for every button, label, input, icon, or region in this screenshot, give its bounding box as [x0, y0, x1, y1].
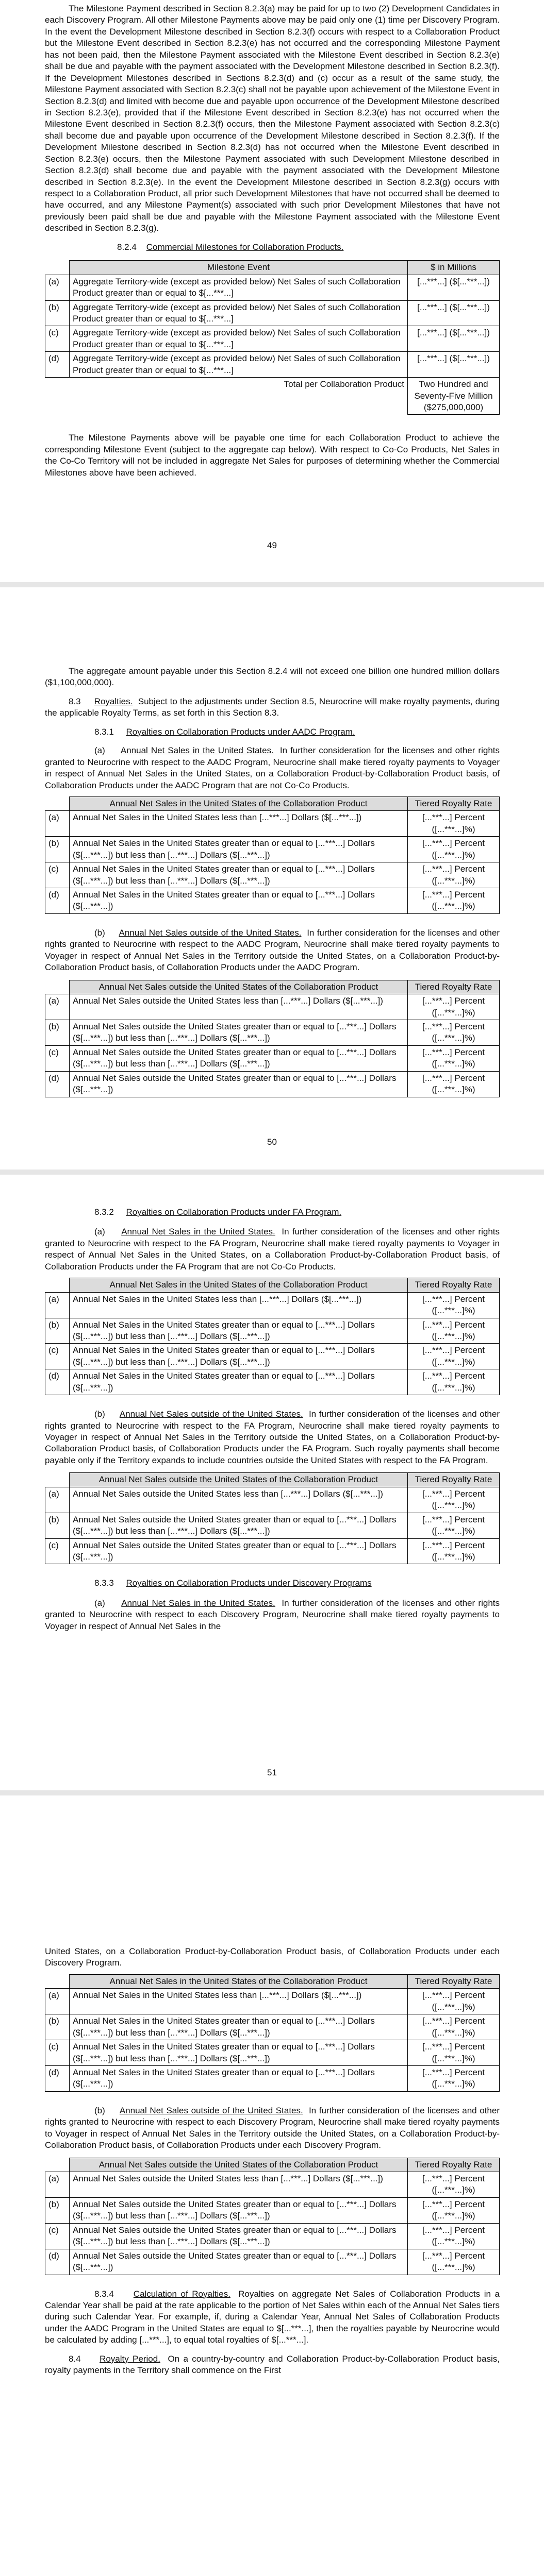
section-8-3: 8.3 Royalties. Subject to the adjustments under Section 8.5, Neurocrine will make royalty payments, during the applicable Royalty Terms, as set forth in this Section 8.3.: [45, 696, 500, 718]
table-row: (a) Annual Net Sales in the United States less than [...***...] Dollars ($[...***...]) [...***...] Percent ([...***...]%): [45, 811, 500, 837]
table-total-row: Total per Collaboration Product Two Hundred and Seventy-Five Million ($275,000,000): [45, 378, 500, 415]
table-row: (b) Annual Net Sales outside the United States greater than or equal to [...***...] Dollars ($[...***...]) but less than [...***...] Dollars ($[...***...]) [...***...] Percent ([...***...]%): [45, 1020, 500, 1045]
document-page-51: [0, 1175, 544, 1790]
fa-ex-us-paragraph: (b) Annual Net Sales outside of the United States. In further consideration of the licenses and other rights granted to Neurocrine with respect to the FA Program, Neurocrine shall make tiered royalty payments to Voyager in respect of Annual Net Sales in the Territory outside the United States, on a Collaboration Product-by-Collaboration Product basis, of Collaboration Products under the FA Program. Such royalty payments shall become payable only if the Territory expands to include countries outside the United States with respect to the FA Program.: [45, 1409, 500, 1465]
table-row: (c) Aggregate Territory-wide (except as provided below) Net Sales of such Collaboration Product greater than or equal to $[...***...] [...***...] ($[...***...]): [45, 326, 500, 352]
section-heading-8-3-3: 8.3.3 Royalties on Collaboration Products under Discovery Programs: [94, 1578, 372, 1588]
milestone-after-paragraph: The Milestone Payments above will be payable one time for each Collaboration Product to achieve the corresponding Milestone Event (subject to the aggregate cap below). With respect to Co-Co Products, Net Sales in the Co-Co Territory will not be included in aggregate Net Sales for purposes of determining whether the Commercial Milestones above have been achieved.: [45, 433, 500, 478]
table-row: (b) Annual Net Sales in the United States greater than or equal to [...***...] Dollars ($[...***...]) but less than [...***...] Dollars ($[...***...]) [...***...] Percent ([...***...]%): [45, 1318, 500, 1344]
table-row: (d) Annual Net Sales in the United States greater than or equal to [...***...] Dollars ($[...***...]) [...***...] Percent ([...***...]%): [45, 1369, 500, 1395]
table-row: (b) Annual Net Sales in the United States greater than or equal to [...***...] Dollars ($[...***...]) but less than [...***...] Dollars ($[...***...]) [...***...] Percent ([...***...]%): [45, 837, 500, 862]
discovery-us-royalty-table: Annual Net Sales in the United States of the Collaboration Product Tiered Royalty Rate (a) Annual Net Sales in the United States less than [...***...] Dollars ($[...***...]) [...***...] Percent ([...***...]%) (b) Annual Net Sales in the United States greater than or equal to [...***...] Dollars ($[...***...]) but less than [...***...] Dollars ($[...***...]) [...***...] Percent ([...***...]%) (c) Annual Net Sales in the United States greater than or equal to [...***...] Dollars ($[...***...]) but less than [...***...] Dollars ($[...***...]) [...***...] Percent ([...***...]%) (d) Annual Net Sales in the United States greater than or equal to [...***...] Dollars ($[...***...]) [...***...] Percent ([...***...]%): [45, 1974, 500, 2092]
document-page-50: [0, 587, 544, 1170]
discovery-ex-us-paragraph: (b) Annual Net Sales outside of the United States. In further consideration of the licenses and other rights granted to Neurocrine with respect to each Discovery Program, Neurocrine shall make tiered royalty payments to Voyager in respect of Annual Net Sales in the Territory outside the United States, on a Collaboration Product-by-Collaboration Product basis, of Collaboration Products under each Discovery Program.: [45, 2105, 500, 2150]
commercial-milestones-table: [45, 260, 500, 415]
page-number: 49: [267, 540, 277, 550]
discovery-us-continued: United States, on a Collaboration Product-by-Collaboration Product basis, of Collaboration Products under each Discovery Program.: [45, 1946, 500, 1968]
table-row: (a) Annual Net Sales outside the United States less than [...***...] Dollars ($[...***...]) [...***...] Percent ([...***...]%): [45, 994, 500, 1020]
table-row: (a) Aggregate Territory-wide (except as provided below) Net Sales of such Collaboration Product greater than or equal to $[...***...] [...***...] ($[...***...]): [45, 275, 500, 300]
royalty-period-paragraph: 8.4 Royalty Period. On a country-by-country and Collaboration Product-by-Collaboration Product basis, royalty payments in the Territory shall commence on the First: [45, 2353, 500, 2376]
aadc-ex-us-royalty-table: Annual Net Sales outside the United States of the Collaboration Product Tiered Royalty Rate (a) Annual Net Sales outside the United States less than [...***...] Dollars ($[...***...]) [...***...] Percent ([...***...]%) (b) Annual Net Sales outside the United States greater than or equal to [...***...] Dollars ($[...***...]) but less than [...***...] Dollars ($[...***...]) [...***...] Percent ([...***...]%) (c) Annual Net Sales outside the United States greater than or equal to [...***...] Dollars ($[...***...]) but less than [...***...] Dollars ($[...***...]) [...***...] Percent ([...***...]%) (d) Annual Net Sales outside the United States greater than or equal to [...***...] Dollars ($[...***...]) [...***...] Percent ([...***...]%): [45, 980, 500, 1097]
table-row: (c) Annual Net Sales outside the United States greater than or equal to [...***...] Dollars ($[...***...]) [...***...] Percent ([...***...]%): [45, 1538, 500, 1564]
section-heading-8-2-4: 8.2.4 Commercial Milestones for Collaboration Products.: [117, 242, 344, 252]
table-row: (a) Annual Net Sales outside the United States less than [...***...] Dollars ($[...***...]) [...***...] Percent ([...***...]%): [45, 2172, 500, 2198]
table-row: (b) Annual Net Sales outside the United States greater than or equal to [...***...] Dollars ($[...***...]) but less than [...***...] Dollars ($[...***...]) [...***...] Percent ([...***...]%): [45, 1513, 500, 1538]
table-row: (c) Annual Net Sales in the United States greater than or equal to [...***...] Dollars ($[...***...]) but less than [...***...] Dollars ($[...***...]) [...***...] Percent ([...***...]%): [45, 2040, 500, 2066]
table-row: (a) Annual Net Sales in the United States less than [...***...] Dollars ($[...***...]) [...***...] Percent ([...***...]%): [45, 1989, 500, 2014]
table-row: (d) Annual Net Sales in the United States greater than or equal to [...***...] Dollars ($[...***...]) [...***...] Percent ([...***...]%): [45, 2065, 500, 2091]
document-page-49: [0, 0, 544, 582]
aadc-us-royalty-table: Annual Net Sales in the United States of the Collaboration Product Tiered Royalty Rate (a) Annual Net Sales in the United States less than [...***...] Dollars ($[...***...]) [...***...] Percent ([...***...]%) (b) Annual Net Sales in the United States greater than or equal to [...***...] Dollars ($[...***...]) but less than [...***...] Dollars ($[...***...]) [...***...] Percent ([...***...]%) (c) Annual Net Sales in the United States greater than or equal to [...***...] Dollars ($[...***...]) but less than [...***...] Dollars ($[...***...]) [...***...] Percent ([...***...]%) (d) Annual Net Sales in the United States greater than or equal to [...***...] Dollars ($[...***...]) [...***...] Percent ([...***...]%): [45, 796, 500, 914]
section-heading-8-3-2: 8.3.2 Royalties on Collaboration Products under FA Program.: [94, 1207, 342, 1217]
aadc-ex-us-paragraph: (b) Annual Net Sales outside of the United States. In further consideration for the licenses and other rights granted to Neurocrine with respect to the AADC Program, Neurocrine shall make tiered royalty payments to Voyager in respect of Annual Net Sales in the Territory outside the United States, on a Collaboration Product-by-Collaboration Product basis, of Collaboration Products under the AADC Program.: [45, 927, 500, 973]
document-page-52: [0, 1795, 544, 2576]
fa-us-paragraph: (a) Annual Net Sales in the United States. In further consideration of the licenses and other rights granted to Neurocrine with respect to the FA Program, Neurocrine shall make tiered royalty payments to Voyager in respect of Annual Net Sales in the United States, on a Collaboration Product-by-Collaboration Product basis, of Collaboration Products under the FA Program that are not Co-Co Products.: [45, 1227, 500, 1272]
table-row: (b) Aggregate Territory-wide (except as provided below) Net Sales of such Collaboration Product greater than or equal to $[...***...] [...***...] ($[...***...]): [45, 300, 500, 326]
table-row: (b) Annual Net Sales in the United States greater than or equal to [...***...] Dollars ($[...***...]) but less than [...***...] Dollars ($[...***...]) [...***...] Percent ([...***...]%): [45, 2014, 500, 2040]
fa-ex-us-royalty-table: Annual Net Sales outside the United States of the Collaboration Product Tiered Royalty Rate (a) Annual Net Sales outside the United States less than [...***...] Dollars ($[...***...]) [...***...] Percent ([...***...]%) (b) Annual Net Sales outside the United States greater than or equal to [...***...] Dollars ($[...***...]) but less than [...***...] Dollars ($[...***...]) [...***...] Percent ([...***...]%) (c) Annual Net Sales outside the United States greater than or equal to [...***...] Dollars ($[...***...]) [...***...] Percent ([...***...]%): [45, 1472, 500, 1564]
table-row: (c) Annual Net Sales in the United States greater than or equal to [...***...] Dollars ($[...***...]) but less than [...***...] Dollars ($[...***...]) [...***...] Percent ([...***...]%): [45, 1344, 500, 1369]
table-row: (b) Annual Net Sales outside the United States greater than or equal to [...***...] Dollars ($[...***...]) but less than [...***...] Dollars ($[...***...]) [...***...] Percent ([...***...]%): [45, 2197, 500, 2223]
calculation-of-royalties-paragraph: 8.3.4 Calculation of Royalties. Royalties on aggregate Net Sales of Collaboration Products in a Calendar Year shall be paid at the rate applicable to the portion of Net Sales within each of the Annual Net Sales tiers during such Calendar Year. For example, if, during a Calendar Year, Annual Net Sales of Collaboration Products under the AADC Program in the United States are equal to $[...***...], then the royalties payable by Neurocrine would be calculated by adding [...***...], to equal total royalties of $[...***...].: [45, 2289, 500, 2345]
table-row: (c) Annual Net Sales outside the United States greater than or equal to [...***...] Dollars ($[...***...]) but less than [...***...] Dollars ($[...***...]) [...***...] Percent ([...***...]%): [45, 2223, 500, 2249]
table-row: (c) Annual Net Sales in the United States greater than or equal to [...***...] Dollars ($[...***...]) but less than [...***...] Dollars ($[...***...]) [...***...] Percent ([...***...]%): [45, 862, 500, 888]
milestone-payment-paragraph: The Milestone Payment described in Section 8.2.3(a) may be paid for up to two (2) Development Candidates in each Discovery Program. All other Milestone Payments above may be paid only one (1) time per Discovery Program. In the event the Development Milestone described in Section 8.2.3(f) occurs with respect to a Collaboration Product but the Milestone Event described in Section 8.2.3(e) has not occurred and the corresponding Milestone Payment has not been paid, then the Milestone Payment associated with the Milestone Event described in Section 8.2.3(e) shall be due and payable with the payment associated with the Development Milestone described in Section 8.2.3(f). If the Development Milestones described in Sections 8.2.3(d) and (c) occur as a result of the same study, the Milestone Payment associated with Section 8.2.3(c) shall not be payable upon achievement of the Milestone Event in Section 8.2.3(d) and limited with become due and payable upon occurrence of the Development Milestone described in Section 8.2.3(e), provided that if the Milestone Event described in Section 8.2.3(e) has not occurred when the Milestone Event described in Section 8.2.3(f) occurs, then the Milestone Payment associated with Section 8.2.3(c) shall become due and payable upon occurrence of the Development Milestone described in Section 8.2.3(f). If the Development Milestone described in Section 8.2.3(d) has not occurred when the Milestone Event described in Section 8.2.3(e) occurs, then the Milestone Payment associated with such Development Milestone described in Section 8.2.3(d) shall become due and payable with the payment associated with the Development Milestone described in Section 8.2.3(e). In the event the Development Milestone described in Section 8.2.3(g) occurs with respect to a Collaboration Product, all prior such Development Milestones that have not occurred shall be deemed to have occurred, and any Milestone Payment(s) associated with such prior Development Milestones that have not previously been paid shall be due and payable with the Milestone Payment associated with the Milestone Event described in Section 8.2.3(g).: [45, 4, 500, 233]
table-row: (d) Annual Net Sales outside the United States greater than or equal to [...***...] Dollars ($[...***...]) [...***...] Percent ([...***...]%): [45, 2249, 500, 2275]
amount-header: $ in Millions: [408, 261, 500, 275]
table-row: (d) Annual Net Sales in the United States greater than or equal to [...***...] Dollars ($[...***...]) [...***...] Percent ([...***...]%): [45, 888, 500, 914]
table-row: (d) Annual Net Sales outside the United States greater than or equal to [...***...] Dollars ($[...***...]) [...***...] Percent ([...***...]%): [45, 1071, 500, 1097]
discovery-us-paragraph: (a) Annual Net Sales in the United States. In further consideration of the licenses and other rights granted to Neurocrine with respect to each Discovery Program, Neurocrine shall make tiered royalty payments to Voyager in respect of Annual Net Sales in the: [45, 1598, 500, 1631]
table-row: (d) Aggregate Territory-wide (except as provided below) Net Sales of such Collaboration Product greater than or equal to $[...***...] [...***...] ($[...***...]): [45, 352, 500, 378]
table-row: (a) Annual Net Sales in the United States less than [...***...] Dollars ($[...***...]) [...***...] Percent ([...***...]%): [45, 1292, 500, 1318]
milestone-event-header: Milestone Event: [70, 261, 408, 275]
page-number: 51: [267, 1768, 277, 1777]
page-number: 50: [267, 1137, 277, 1147]
discovery-ex-us-royalty-table: Annual Net Sales outside the United States of the Collaboration Product Tiered Royalty Rate (a) Annual Net Sales outside the United States less than [...***...] Dollars ($[...***...]) [...***...] Percent ([...***...]%) (b) Annual Net Sales outside the United States greater than or equal to [...***...] Dollars ($[...***...]) but less than [...***...] Dollars ($[...***...]) [...***...] Percent ([...***...]%) (c) Annual Net Sales outside the United States greater than or equal to [...***...] Dollars ($[...***...]) but less than [...***...] Dollars ($[...***...]) [...***...] Percent ([...***...]%) (d) Annual Net Sales outside the United States greater than or equal to [...***...] Dollars ($[...***...]) [...***...] Percent ([...***...]%): [45, 2158, 500, 2275]
section-heading-8-3-1: 8.3.1 Royalties on Collaboration Products under AADC Program.: [94, 726, 355, 737]
aggregate-cap-paragraph: The aggregate amount payable under this Section 8.2.4 will not exceed one billion one hundred million dollars ($1,100,000,000).: [45, 666, 500, 688]
table-row: (a) Annual Net Sales outside the United States less than [...***...] Dollars ($[...***...]) [...***...] Percent ([...***...]%): [45, 1487, 500, 1513]
aadc-us-paragraph: (a) Annual Net Sales in the United States. In further consideration for the licenses and other rights granted to Neurocrine with respect to the AADC Program, Neurocrine shall make tiered royalty payments to Voyager in respect of Annual Net Sales in the United States, on a Collaboration Product-by-Collaboration Product basis, of Collaboration Products under the AADC Program that are not Co-Co Products.: [45, 745, 500, 790]
fa-us-royalty-table: Annual Net Sales in the United States of the Collaboration Product Tiered Royalty Rate (a) Annual Net Sales in the United States less than [...***...] Dollars ($[...***...]) [...***...] Percent ([...***...]%) (b) Annual Net Sales in the United States greater than or equal to [...***...] Dollars ($[...***...]) but less than [...***...] Dollars ($[...***...]) [...***...] Percent ([...***...]%) (c) Annual Net Sales in the United States greater than or equal to [...***...] Dollars ($[...***...]) but less than [...***...] Dollars ($[...***...]) [...***...] Percent ([...***...]%) (d) Annual Net Sales in the United States greater than or equal to [...***...] Dollars ($[...***...]) [...***...] Percent ([...***...]%): [45, 1278, 500, 1395]
table-row: (c) Annual Net Sales outside the United States greater than or equal to [...***...] Dollars ($[...***...]) but less than [...***...] Dollars ($[...***...]) [...***...] Percent ([...***...]%): [45, 1045, 500, 1071]
